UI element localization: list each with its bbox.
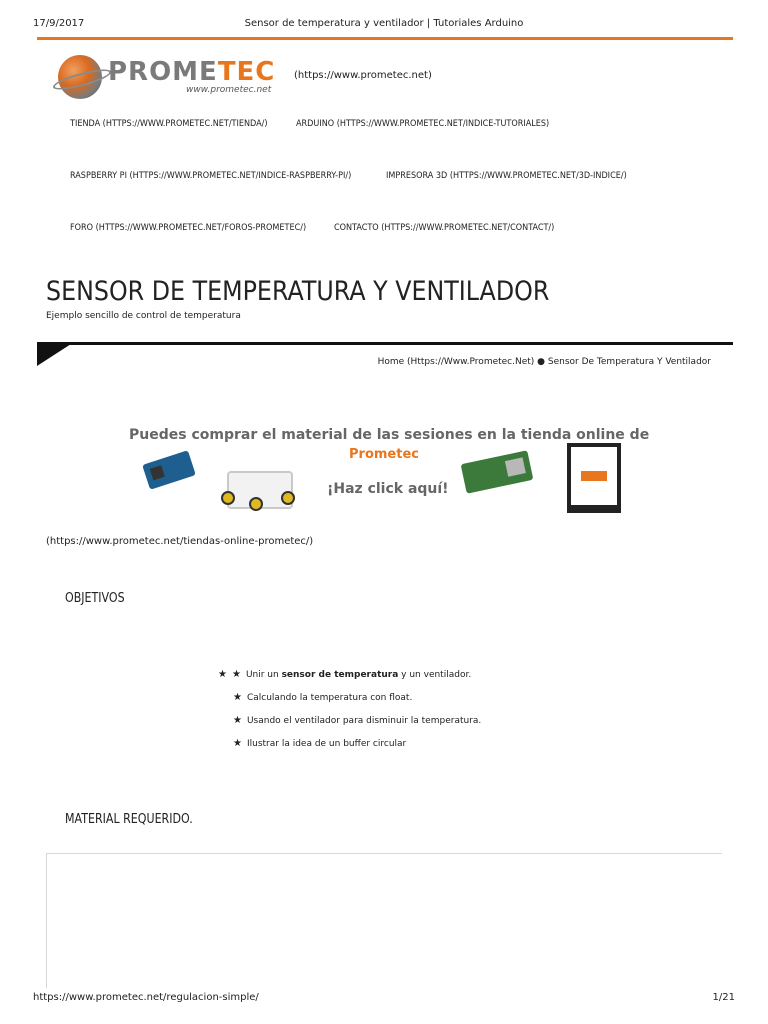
star-icon: ★ xyxy=(233,692,242,703)
nav-item-arduino[interactable]: ARDUINO (HTTPS://WWW.PROMETEC.NET/INDICE-TUTORIALES) xyxy=(296,119,550,129)
globe-icon xyxy=(58,55,102,99)
star-icon: ★ xyxy=(218,669,227,680)
nav-item-foro[interactable]: FORO (HTTPS://WWW.PROMETEC.NET/FOROS-PROMETEC/) xyxy=(70,223,307,233)
list-item: ★ Ilustrar la idea de un buffer circular xyxy=(233,738,407,749)
print-document-title: Sensor de temperatura y ventilador | Tutoriales Arduino xyxy=(244,18,524,29)
print-header xyxy=(33,18,735,32)
banner-link[interactable]: (https://www.prometec.net/tiendas-online-prometec/) xyxy=(46,536,314,547)
site-logo[interactable] xyxy=(58,55,290,99)
header-rule xyxy=(37,37,733,40)
material-table xyxy=(46,853,722,988)
logo-subtext: www.prometec.net xyxy=(186,85,272,95)
raspberry-pi-image xyxy=(461,450,534,493)
nav-item-impresora-3d[interactable]: IMPRESORA 3D (HTTPS://WWW.PROMETEC.NET/3D-INDICE/) xyxy=(386,171,627,181)
list-item: ★ ★ Unir un sensor de temperatura y un ventilador. xyxy=(218,669,472,680)
banner-brand: Prometec xyxy=(349,447,419,462)
print-url: https://www.prometec.net/regulacion-simple/ xyxy=(33,992,259,1003)
star-icon: ★ xyxy=(231,669,241,680)
star-icon: ★ xyxy=(233,715,242,726)
page-title: SENSOR DE TEMPERATURA Y VENTILADOR xyxy=(46,276,550,307)
print-footer xyxy=(33,992,735,1006)
nav-item-tienda[interactable]: TIENDA (HTTPS://WWW.PROMETEC.NET/TIENDA/) xyxy=(70,119,268,129)
banner-headline: Puedes comprar el material de las sesiones en la tienda online de xyxy=(129,427,650,443)
star-icon: ★ xyxy=(233,738,242,749)
robot-car-image xyxy=(227,471,293,509)
3d-printer-image xyxy=(567,443,621,513)
title-rule xyxy=(37,342,733,345)
banner-cta: ¡Haz click aquí! xyxy=(327,481,449,497)
arduino-board-image xyxy=(142,450,196,490)
page-subtitle: Ejemplo sencillo de control de temperatura xyxy=(46,311,241,321)
list-item: ★ Usando el ventilador para disminuir la temperatura. xyxy=(233,715,482,726)
page-number: 1/21 xyxy=(712,992,735,1003)
list-item: ★ Calculando la temperatura con float. xyxy=(233,692,413,703)
nav-item-contacto[interactable]: CONTACTO (HTTPS://WWW.PROMETEC.NET/CONTACT/) xyxy=(334,223,555,233)
nav-item-raspberry-pi[interactable]: RASPBERRY PI (HTTPS://WWW.PROMETEC.NET/INDICE-RASPBERRY-PI/) xyxy=(70,171,352,181)
logo-url[interactable]: (https://www.prometec.net) xyxy=(294,70,432,81)
breadcrumb[interactable]: Home (Https://Www.Prometec.Net) ● Sensor De Temperatura Y Ventilador xyxy=(377,357,711,367)
corner-decoration xyxy=(37,344,71,366)
shop-banner[interactable] xyxy=(127,421,650,517)
print-date: 17/9/2017 xyxy=(33,18,85,29)
section-heading-material: MATERIAL REQUERIDO. xyxy=(65,812,193,827)
logo-wordmark: PROMETEC xyxy=(108,57,276,87)
section-heading-objetivos: OBJETIVOS xyxy=(65,591,125,606)
